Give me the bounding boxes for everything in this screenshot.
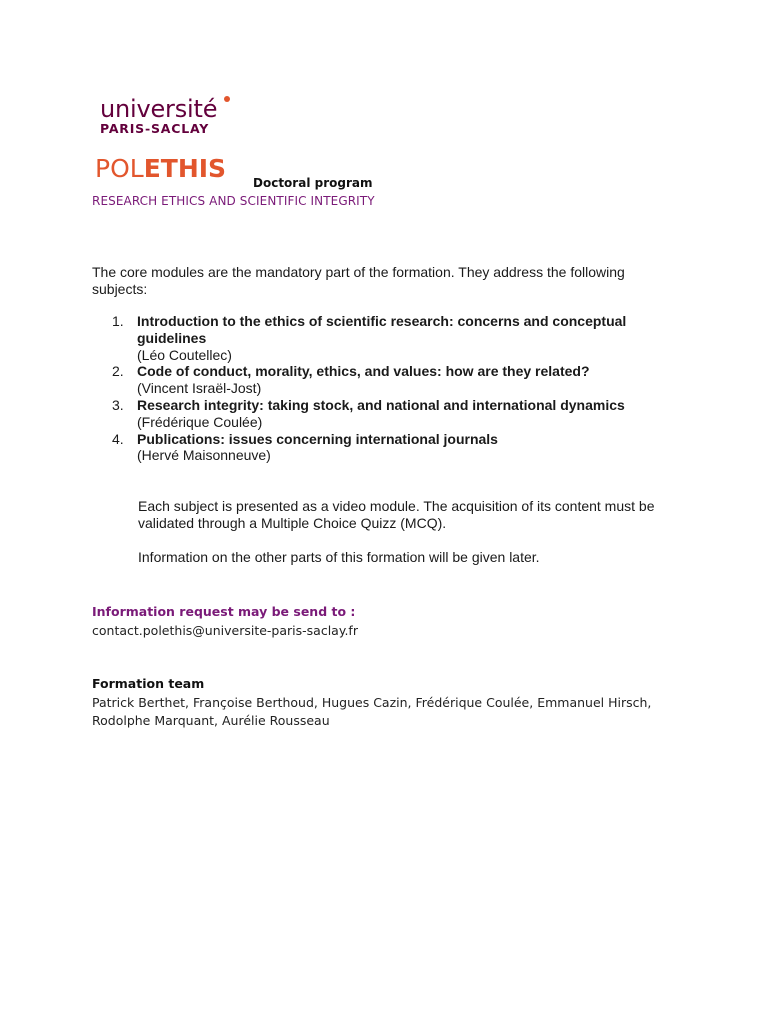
logo-wordmark [100, 96, 217, 122]
list-item [112, 431, 672, 465]
logo-main-text: université [100, 95, 218, 123]
universite-paris-saclay-logo [100, 96, 250, 136]
list-item [112, 397, 672, 431]
list-number: 1. [112, 313, 124, 329]
list-item [112, 313, 672, 363]
module-title: Code of conduct, morality, ethics, and values: how are they related? [137, 363, 590, 380]
program-label: Doctoral program [253, 176, 373, 190]
module-author: (Frédérique Coulée) [137, 413, 263, 430]
video-note: Each subject is presented as a video module. The acquisition of its content must be validated through a Multiple Choice Quizz (MCQ). [138, 498, 655, 531]
module-title: Publications: issues concerning international journals [137, 430, 498, 447]
logo-dot-icon [224, 96, 230, 102]
list-number: 4. [112, 430, 124, 447]
module-list [112, 313, 672, 464]
list-number: 2. [112, 363, 124, 380]
team-label: Formation team [92, 676, 205, 691]
intro-paragraph: The core modules are the mandatory part of the formation. They address the following subjects: [92, 264, 625, 297]
contact-email: contact.polethis@universite-paris-saclay.fr [92, 623, 358, 638]
team-names: Patrick Berthet, Françoise Berthoud, Hugues Cazin, Frédérique Coulée, Emmanuel Hirsch, Rodolphe Marquant, Aurélie Rousseau [92, 695, 652, 728]
list-number: 3. [112, 396, 124, 413]
module-title: Research integrity: taking stock, and national and international dynamics [137, 396, 625, 413]
module-title: Introduction to the ethics of scientific research: concerns and conceptual guidelines [137, 313, 627, 346]
later-note: Information on the other parts of this formation will be given later. [138, 549, 540, 565]
module-author: (Hervé Maisonneuve) [137, 447, 271, 464]
brand-pol: POL [95, 154, 144, 183]
list-item [112, 363, 672, 397]
polethis-brand [95, 154, 226, 184]
contact-label: Information request may be send to : [92, 604, 356, 619]
logo-subtext: PARIS-SACLAY [100, 121, 210, 136]
brand-ethis: ETHIS [143, 154, 227, 183]
module-author: (Léo Coutellec) [137, 346, 232, 363]
document-subtitle: RESEARCH ETHICS AND SCIENTIFIC INTEGRITY [92, 194, 375, 208]
module-author: (Vincent Israël-Jost) [137, 380, 262, 397]
